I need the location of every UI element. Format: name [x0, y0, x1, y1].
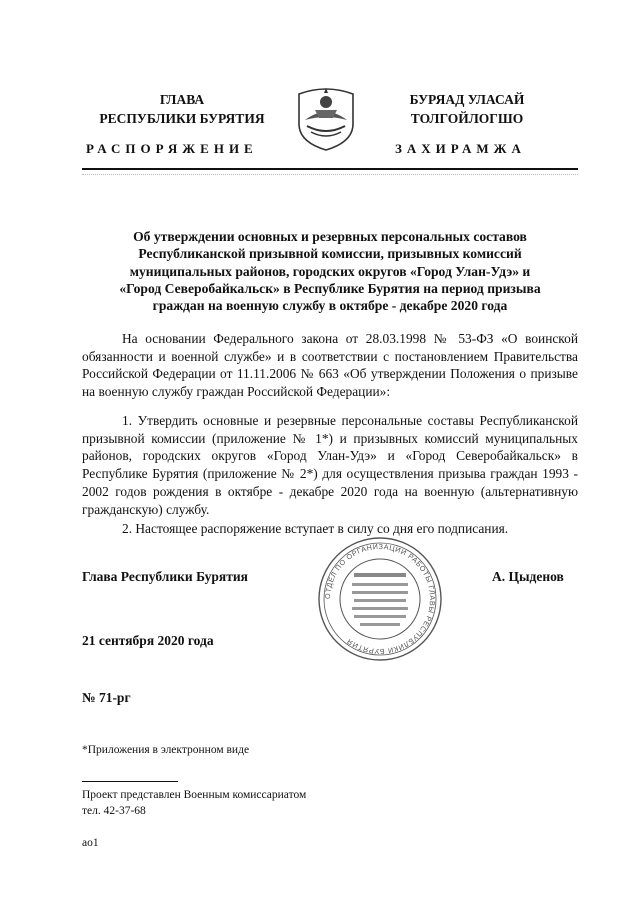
header-left-line1: ГЛАВА [159, 92, 205, 107]
coat-of-arms-emblem [293, 80, 359, 152]
title-line: Республиканской призывной комиссии, призывных комиссий [138, 246, 522, 262]
doc-type-right: ЗАХИРАМЖА [395, 141, 526, 156]
document-date: 21 сентября 2020 года [82, 633, 214, 648]
project-line-2: тел. 42-37-68 [82, 805, 146, 817]
title-line: Об утверждении основных и резервных персональных составов [133, 229, 527, 244]
appendix-footnote: *Приложения в электронном виде [82, 744, 250, 756]
item-2-paragraph: 2. Настоящее распоряжение вступает в силу со дня его подписания. [122, 521, 509, 536]
title-line: «Город Северобайкальск» в Республике Бурятия на период призыва [119, 280, 541, 296]
header-dotted-line [82, 174, 578, 179]
footer-rule [82, 781, 178, 782]
document-number: № 71-рг [82, 690, 131, 705]
doc-type-left: РАСПОРЯЖЕНИЕ [86, 141, 258, 156]
header-rule [82, 168, 578, 170]
project-line-1: Проект представлен Военным комиссариатом [82, 789, 307, 801]
official-stamp [316, 535, 444, 663]
signature-position: Глава Республики Бурятия [82, 569, 248, 584]
header-right-line2: ТОЛГОЙЛОГШО [410, 111, 524, 126]
header-right [372, 90, 562, 128]
title-line: муниципальных районов, городских округов «Город Улан-Удэ» и [129, 263, 531, 279]
header-left [82, 90, 282, 128]
header-left-line2: РЕСПУБЛИКИ БУРЯТИЯ [99, 111, 265, 126]
title-line: граждан на военную службу в октябре - декабре 2020 года [152, 298, 508, 314]
item-1-paragraph: 1. Утвердить основные и резервные персональные составы Республиканской призывной комиссии (приложение № 1*) и призывных комиссий муниципальных районов, городских округов «Город Улан-Удэ» и «Город Северобайкальск» в Республике Бурятия (приложение № 2*) для осуществления призыва граждан 1993 - 2002 годов рождения в октябре - декабре 2020 года на военную (альтернативную гражданскую) службу. [82, 413, 578, 517]
intro-paragraph: На основании Федерального закона от 28.03.1998 № 53-ФЗ «О воинской обязанности и военной службе» и в соответствии с постановлением Правительства Российской Федерации от 11.11.2006 № 663 «Об утверждении Положения о призыве на военную службу граждан Российской Федерации»: [82, 331, 578, 400]
signature-name: А. Цыденов [492, 569, 564, 584]
header-right-line1: БУРЯАД УЛАСАЙ [409, 92, 525, 107]
stamp-ring-text: ОТДЕЛ ПО ОРГАНИЗАЦИИ РАБОТЫ ГЛАВЫ РЕСПУБЛИКИ БУРЯТИЯ [322, 541, 438, 657]
document-code: ao1 [82, 837, 99, 849]
document-title [82, 228, 578, 314]
